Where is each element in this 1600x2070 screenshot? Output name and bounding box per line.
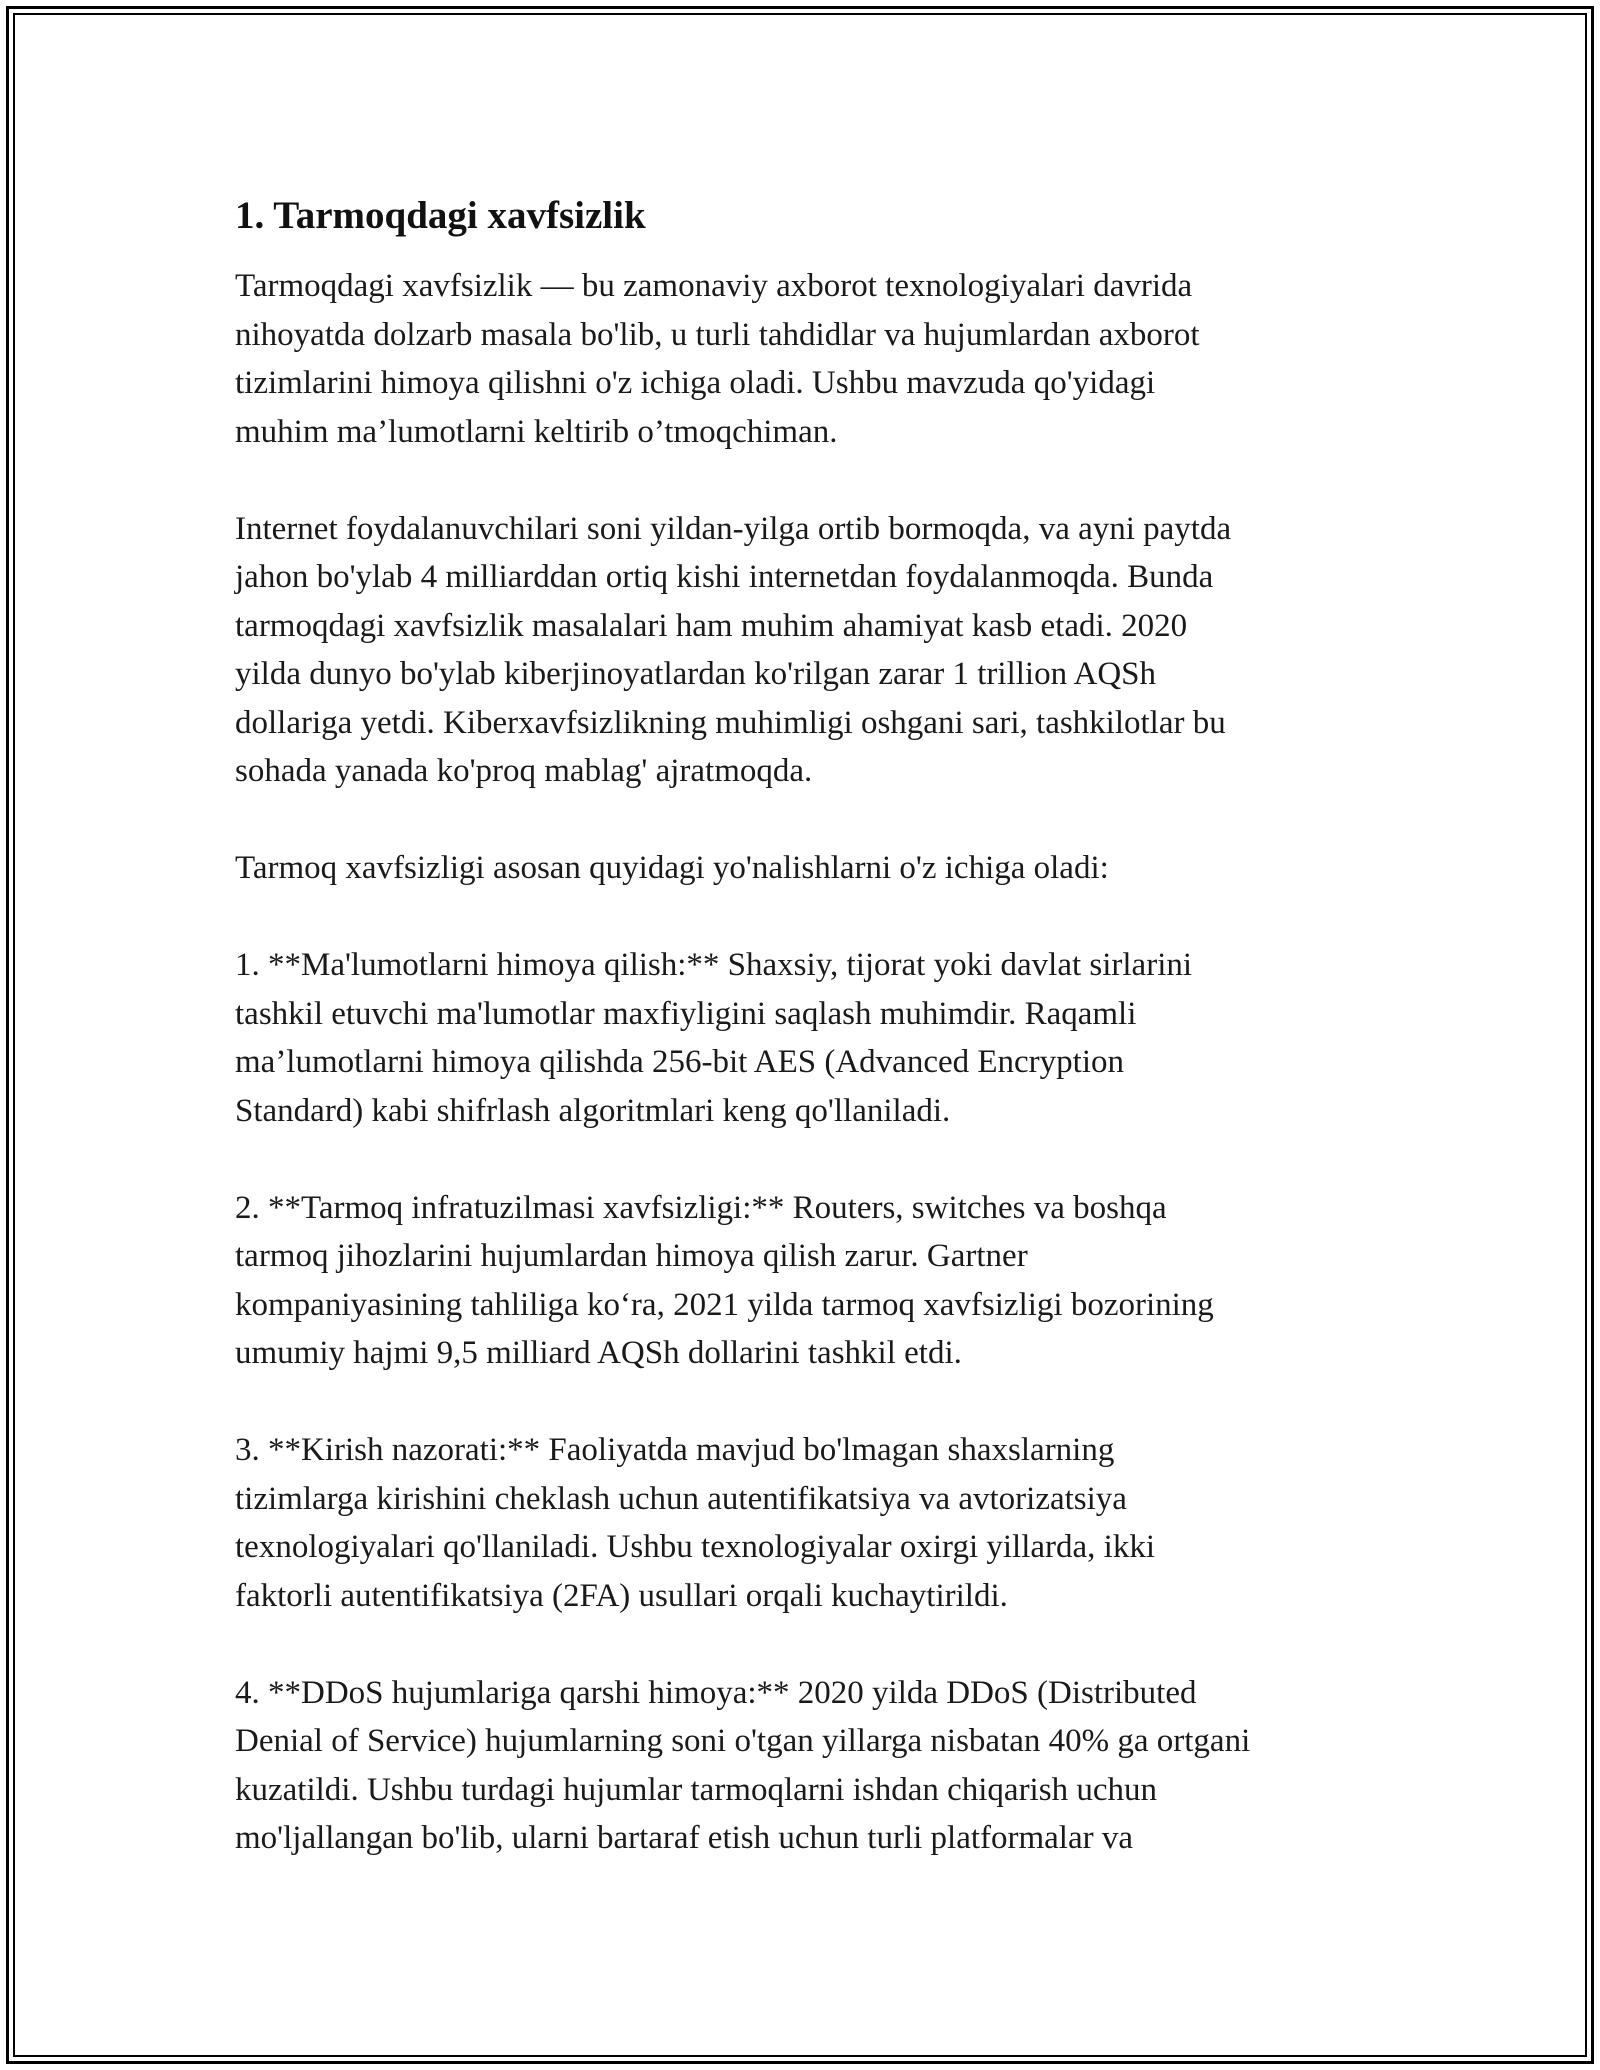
paragraph-line: Standard) kabi shifrlash algoritmlari keng qo'llaniladi. <box>235 1092 951 1129</box>
paragraph <box>235 1184 1395 1378</box>
paragraph-list <box>235 262 1395 1863</box>
paragraph-line: umumiy hajmi 9,5 milliard AQSh dollarini tashkil etdi. <box>235 1335 962 1371</box>
paragraph-line: 1. **Ma'lumotlarni himoya qilish:** Shaxsiy, tijorat yoki davlat sirlarini <box>235 947 1193 983</box>
paragraph-line: mo'ljallangan bo'lib, ularni bartaraf etish uchun turli platformalar va <box>235 1820 1134 1856</box>
paragraph-line: nihoyatda dolzarb masala bo'lib, u turli tahdidlar va hujumlardan axborot <box>235 316 1200 353</box>
paragraph-line: sohada yanada ko'proq mablag' ajratmoqda. <box>235 753 813 789</box>
paragraph-line: tizimlarini himoya qilishni o'z ichiga oladi. Ushbu mavzuda qo'yidagi <box>235 365 1156 401</box>
paragraph-line: dollariga yetdi. Kiberxavfsizlikning muhimligi oshgani sari, tashkilotlar bu <box>235 704 1226 741</box>
paragraph-line: yilda dunyo bo'ylab kiberjinoyatlardan ko'rilgan zarar 1 trillion AQSh <box>235 656 1157 692</box>
paragraph-line: faktorli autentifikatsiya (2FA) usullari orqali kuchaytirildi. <box>235 1577 1008 1614</box>
paragraph <box>235 844 1395 893</box>
paragraph-line: muhim ma’lumotlarni keltirib o’tmoqchiman. <box>235 413 838 450</box>
paragraph-line: Tarmoqdagi xavfsizlik — bu zamonaviy axborot texnologiyalari davrida <box>235 268 1193 304</box>
paragraph <box>235 505 1395 796</box>
paragraph-line: Tarmoq xavfsizligi asosan quyidagi yo'nalishlarni o'z ichiga oladi: <box>235 850 1109 886</box>
paragraph-line: Denial of Service) hujumlarning soni o'tgan yillarga nisbatan 40% ga ortgani <box>235 1723 1251 1759</box>
paragraph-line: 4. **DDoS hujumlariga qarshi himoya:** 2020 yilda DDoS (Distributed <box>235 1674 1197 1711</box>
paragraph-line: tizimlarga kirishini cheklash uchun autentifikatsiya va avtorizatsiya <box>235 1480 1127 1517</box>
paragraph-line: kompaniyasining tahliliga ko‘ra, 2021 yilda tarmoq xavfsizligi bozorining <box>235 1286 1214 1323</box>
paragraph-line: 3. **Kirish nazorati:** Faoliyatda mavjud bo'lmagan shaxslarning <box>235 1432 1115 1468</box>
paragraph-line: 2. **Tarmoq infratuzilmasi xavfsizligi:** Routers, switches va boshqa <box>235 1189 1167 1226</box>
paragraph-line: kuzatildi. Ushbu turdagi hujumlar tarmoqlarni ishdan chiqarish uchun <box>235 1771 1157 1808</box>
paragraph <box>235 941 1395 1135</box>
paragraph-line: Internet foydalanuvchilari soni yildan-yilga ortib bormoqda, va ayni paytda <box>235 510 1232 547</box>
document-body <box>235 188 1395 1911</box>
paragraph-line: tarmoq jihozlarini hujumlardan himoya qilish zarur. Gartner <box>235 1238 1028 1274</box>
section-heading: 1. Tarmoqdagi xavfsizlik <box>235 194 646 237</box>
paragraph-line: tarmoqdagi xavfsizlik masalalari ham muhim ahamiyat kasb etadi. 2020 <box>235 607 1188 644</box>
paragraph <box>235 262 1395 456</box>
paragraph <box>235 1426 1395 1620</box>
paragraph <box>235 1669 1395 1863</box>
paragraph-line: jahon bo'ylab 4 milliarddan ortiq kishi internetdan foydalanmoqda. Bunda <box>235 559 1214 595</box>
paragraph-line: tashkil etuvchi ma'lumotlar maxfiyligini saqlash muhimdir. Raqamli <box>235 995 1137 1032</box>
paragraph-line: ma’lumotlarni himoya qilishda 256-bit AES (Advanced Encryption <box>235 1044 1125 1080</box>
paragraph-line: texnologiyalari qo'llaniladi. Ushbu texnologiyalar oxirgi yillarda, ikki <box>235 1529 1155 1565</box>
